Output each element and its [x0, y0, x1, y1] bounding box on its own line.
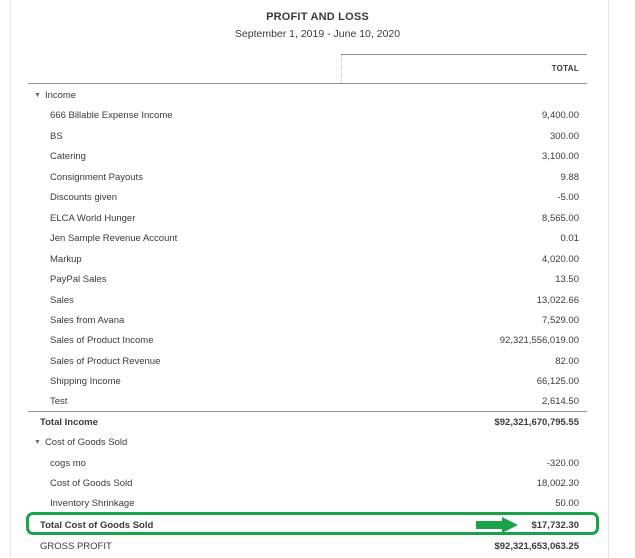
row-label[interactable]: BS — [50, 130, 63, 142]
row-label[interactable]: Consignment Payouts — [50, 171, 143, 183]
caret-down-icon[interactable]: ▼ — [34, 92, 41, 99]
total-income-label: Total Income — [40, 417, 98, 428]
table-row[interactable] — [28, 105, 587, 125]
table-row[interactable] — [28, 290, 587, 310]
row-amount[interactable]: 92,321,556,019.00 — [499, 335, 579, 346]
table-row[interactable] — [28, 249, 587, 269]
row-amount[interactable]: 13.50 — [555, 274, 579, 285]
row-amount[interactable]: 8,565.00 — [542, 212, 579, 224]
row-amount[interactable]: 50.00 — [555, 498, 579, 509]
row-amount[interactable]: 2,614.50 — [542, 396, 579, 407]
row-label[interactable]: Sales — [50, 294, 74, 306]
row-amount[interactable]: 82.00 — [555, 355, 579, 367]
row-label[interactable]: Test — [50, 396, 68, 407]
gross-profit-label: GROSS PROFIT — [40, 541, 112, 552]
row-amount[interactable]: 3,100.00 — [542, 151, 579, 162]
income-section-header[interactable] — [28, 85, 587, 105]
income-header-label: Income — [44, 90, 77, 101]
row-label[interactable]: Sales from Avana — [50, 315, 125, 326]
row-label[interactable]: Jen Sample Revenue Account — [50, 233, 178, 244]
total-income-amount[interactable]: $92,321,670,795.55 — [494, 417, 579, 428]
total-income-row[interactable] — [28, 411, 587, 432]
report-date-range: September 1, 2019 - June 10, 2020 — [234, 28, 401, 40]
cogs-header-label: Cost of Goods Sold — [44, 437, 128, 448]
row-label[interactable]: Sales of Product Income — [50, 335, 154, 346]
row-label[interactable]: Cost of Goods Sold — [50, 478, 133, 489]
row-label[interactable]: Shipping Income — [50, 376, 121, 387]
row-amount[interactable]: 4,020.00 — [542, 253, 579, 265]
header-bottom-rule — [28, 83, 587, 84]
table-row[interactable] — [28, 371, 587, 391]
row-label[interactable]: Markup — [50, 253, 82, 265]
table-row[interactable] — [28, 351, 587, 371]
table-row[interactable] — [28, 269, 587, 289]
row-label[interactable]: ELCA World Hunger — [50, 212, 136, 224]
table-row[interactable] — [28, 146, 587, 166]
table-row[interactable] — [28, 391, 587, 411]
table-row[interactable] — [28, 310, 587, 330]
row-amount[interactable]: 7,529.00 — [542, 315, 579, 326]
table-row[interactable] — [28, 208, 587, 228]
table-row[interactable] — [28, 167, 587, 187]
row-label[interactable]: PayPal Sales — [50, 274, 107, 285]
table-row[interactable] — [28, 473, 587, 493]
table-row[interactable] — [28, 493, 587, 513]
caret-down-icon[interactable]: ▼ — [34, 439, 41, 446]
table-row[interactable] — [28, 330, 587, 350]
row-label[interactable]: Catering — [50, 151, 86, 162]
row-label[interactable]: Sales of Product Revenue — [50, 355, 161, 367]
table-row[interactable] — [28, 187, 587, 207]
row-amount[interactable]: -320.00 — [546, 458, 579, 469]
right-arrow-icon — [476, 517, 518, 533]
report-title: PROFIT AND LOSS — [266, 11, 369, 23]
row-amount[interactable]: 66,125.00 — [536, 376, 579, 387]
header-top-rule — [341, 54, 587, 55]
table-row[interactable] — [28, 228, 587, 248]
total-cogs-label: Total Cost of Goods Sold — [40, 520, 154, 531]
row-amount[interactable]: 13,022.66 — [536, 294, 579, 306]
row-amount[interactable]: -5.00 — [557, 192, 579, 203]
table-row[interactable] — [28, 453, 587, 473]
row-label[interactable]: Inventory Shrinkage — [50, 498, 135, 509]
column-header-total[interactable]: TOTAL — [551, 64, 579, 73]
row-amount[interactable]: 300.00 — [549, 130, 579, 142]
cogs-section-header[interactable] — [28, 432, 587, 452]
gross-profit-amount[interactable]: $92,321,653,063.25 — [494, 541, 579, 552]
table-row[interactable] — [28, 126, 587, 146]
row-amount[interactable]: 18,002.30 — [536, 478, 579, 489]
row-amount[interactable]: 0.01 — [560, 233, 579, 244]
header-column-divider — [341, 55, 342, 83]
total-cogs-amount[interactable]: $17,732.30 — [531, 520, 579, 531]
row-amount[interactable]: 9.88 — [560, 171, 579, 183]
gross-profit-row[interactable] — [28, 536, 587, 556]
row-amount[interactable]: 9,400.00 — [542, 110, 579, 121]
row-label[interactable]: 666 Billable Expense Income — [50, 110, 173, 121]
row-label[interactable]: Discounts given — [50, 192, 118, 203]
row-label[interactable]: cogs mo — [50, 458, 86, 469]
